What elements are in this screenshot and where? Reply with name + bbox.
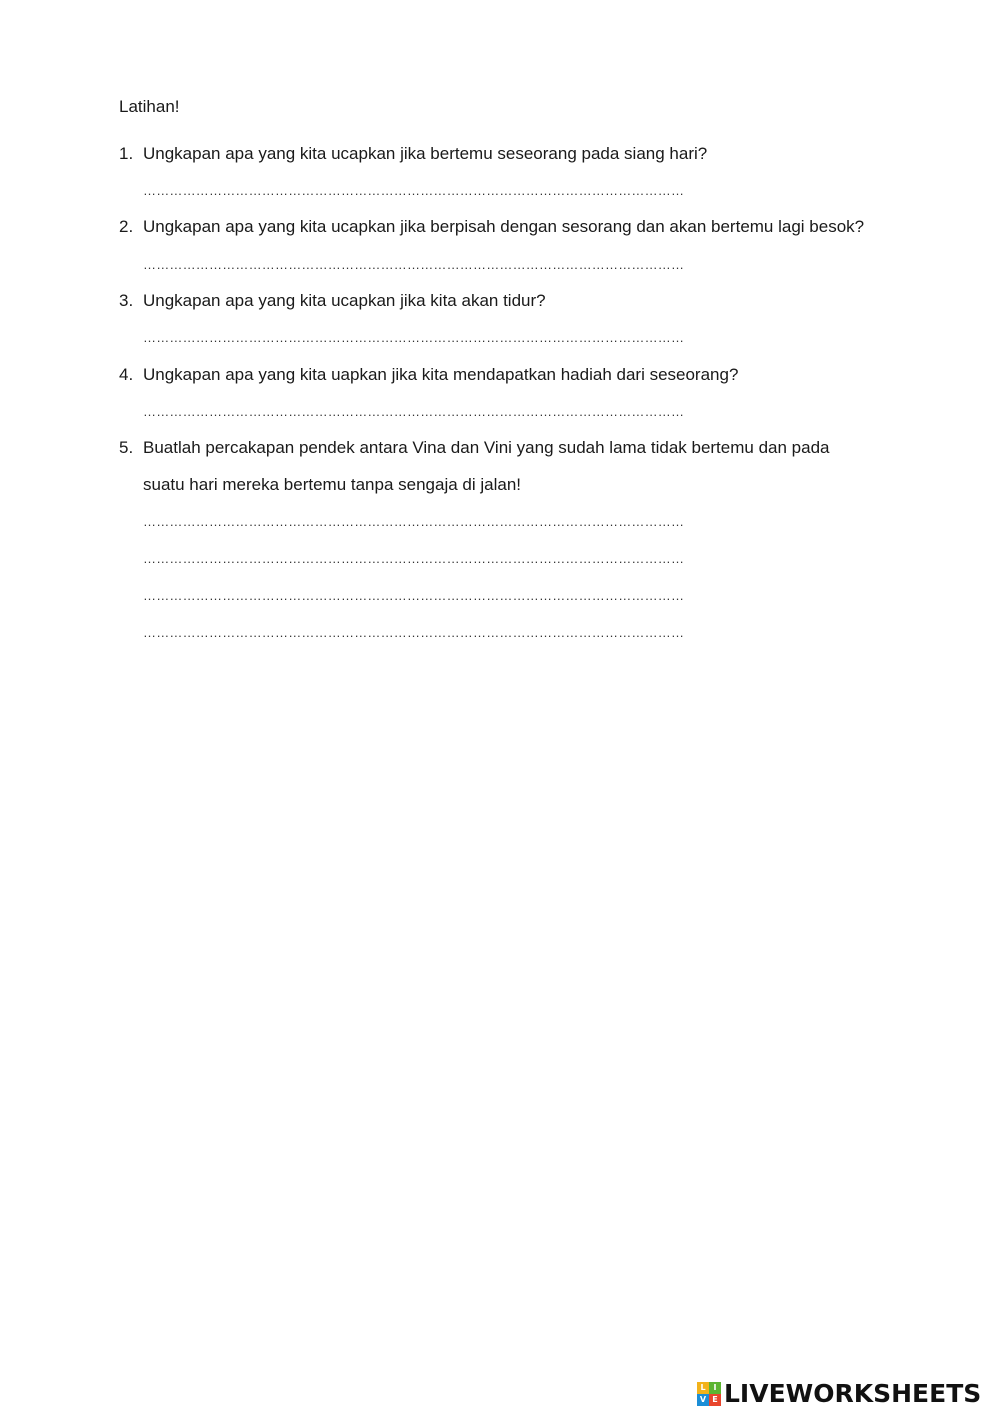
question-2-number: 2. bbox=[119, 217, 134, 236]
liveworksheets-logo-text: LIVEWORKSHEETS bbox=[724, 1379, 982, 1408]
liveworksheets-logo bbox=[697, 1379, 981, 1409]
logo-mark-letter-i: I bbox=[709, 1382, 721, 1394]
question-1-number: 1. bbox=[119, 144, 134, 163]
question-5-number: 5. bbox=[119, 438, 134, 457]
question-5-text-line-1: Buatlah percakapan pendek antara Vina dan Vini yang sudah lama tidak bertemu dan pada bbox=[143, 438, 830, 457]
question-2-answer-line[interactable]: …………………………………………………………………………………………………………… bbox=[143, 258, 685, 272]
question-5-answer-line-2[interactable]: …………………………………………………………………………………………………………… bbox=[143, 552, 685, 566]
logo-mark-letter-v: V bbox=[697, 1394, 709, 1406]
question-3-text: Ungkapan apa yang kita ucapkan jika kita akan tidur? bbox=[143, 291, 546, 310]
question-1-text: Ungkapan apa yang kita ucapkan jika bertemu seseorang pada siang hari? bbox=[143, 144, 708, 163]
logo-mark-letter-l: L bbox=[697, 1382, 709, 1394]
question-5-answer-line-4[interactable]: …………………………………………………………………………………………………………… bbox=[143, 626, 685, 640]
worksheet-title: Latihan! bbox=[119, 97, 180, 116]
question-3-answer-line[interactable]: …………………………………………………………………………………………………………… bbox=[143, 331, 685, 345]
question-2-text: Ungkapan apa yang kita ucapkan jika berpisah dengan sesorang dan akan bertemu lagi besok? bbox=[143, 217, 865, 236]
question-1-answer-line[interactable]: …………………………………………………………………………………………………………… bbox=[143, 184, 685, 198]
question-5-text-line-2: suatu hari mereka bertemu tanpa sengaja di jalan! bbox=[143, 475, 522, 494]
question-4-text: Ungkapan apa yang kita uapkan jika kita mendapatkan hadiah dari seseorang? bbox=[143, 365, 739, 384]
question-3-number: 3. bbox=[119, 291, 134, 310]
logo-mark-letter-e: E bbox=[709, 1394, 721, 1406]
question-4-answer-line[interactable]: …………………………………………………………………………………………………………… bbox=[143, 405, 685, 419]
question-4-number: 4. bbox=[119, 365, 134, 384]
liveworksheets-logo-mark-icon bbox=[697, 1382, 721, 1406]
question-5-answer-line-3[interactable]: …………………………………………………………………………………………………………… bbox=[143, 589, 685, 603]
question-5-answer-line-1[interactable]: …………………………………………………………………………………………………………… bbox=[143, 515, 685, 529]
